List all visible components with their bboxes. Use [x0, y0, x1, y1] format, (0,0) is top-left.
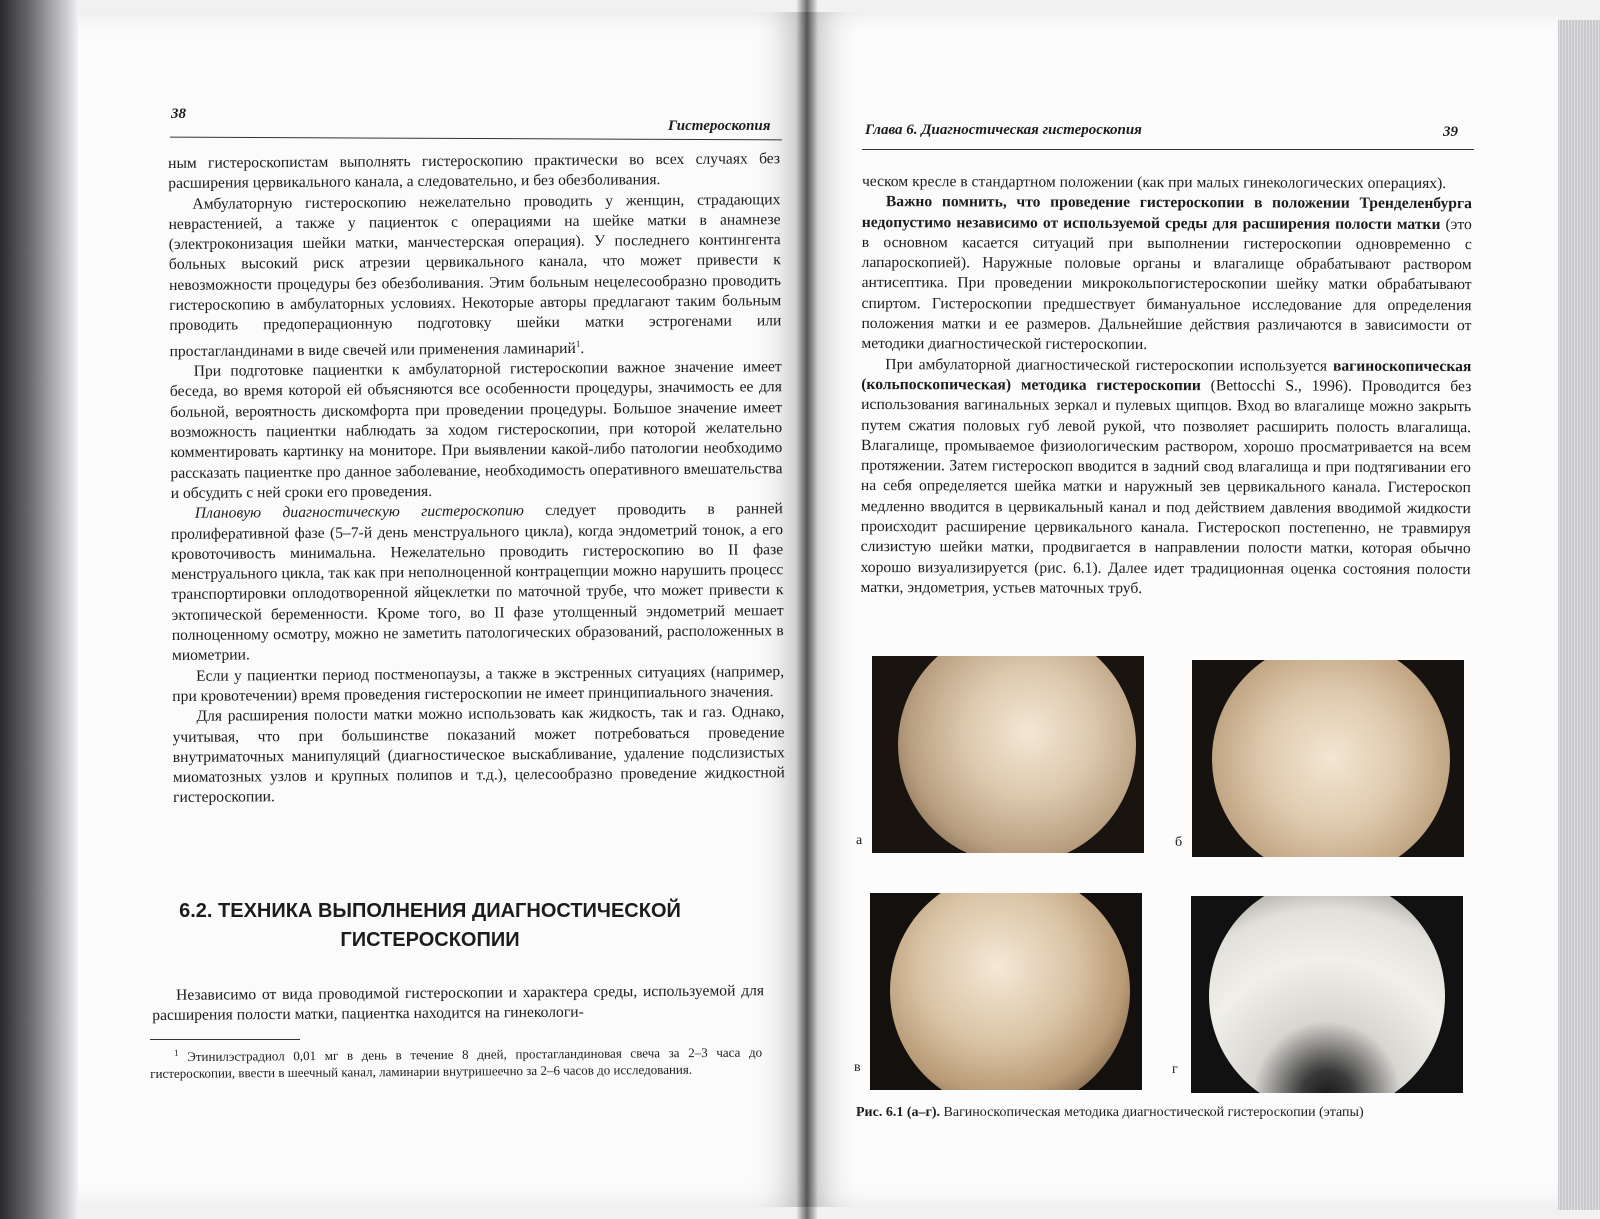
- right-page-number: 39: [1443, 124, 1458, 140]
- section-body: [152, 981, 764, 1026]
- section-title-line: ГИСТЕРОСКОПИИ: [340, 929, 520, 951]
- italic-term: Плановую диагностическую гистероскопию: [194, 502, 524, 523]
- paragraph-text: следует проводить в ранней пролиферативной фазе (5–7-й день менструального цикла), когда эндометрий тонок, а его кровоточивость минимальна. Нежелательно проводить гистероскопию во II фазе менструального цикла, так как при неполноценной контрацепции можно нарушить процесс транспортировки оплодотворенной яйцеклетки по маточной трубе, что может привести к эктопической беременности. Кроме того, во II фазе утолщенный эндометрий мешает полноценному осмотру, можно не заметить патологических образований, расположенных в миометрии.: [170, 500, 784, 665]
- figure-photo-c: [870, 893, 1142, 1090]
- figure-photo-b: [1192, 660, 1464, 857]
- endoscope-view: [1212, 660, 1450, 857]
- figure-photo-a: [872, 656, 1144, 853]
- left-running-head: Гистероскопия: [668, 118, 771, 134]
- paragraph: При подготовке пациентки к амбулаторной гистероскопии важное значение имеет беседа, во время которой ей объясняются все особенности процедуры, значимость ее для больной, вероятность дискомфорта при проведении процедуры. Большое значение имеет возможность пациентки наблюдать за ходом гистероскопии, при которой желательно комментировать картинку на мониторе. При выявлении какой-либо патологии необходимо рассказать пациентке про данное заболевание, необходимость оперативного вмешательства и обсудить с ней сроки его проведения.: [169, 358, 783, 502]
- paragraph-text: (это в основном касается ситуаций при выполнении гистероскопии одновременно с лапароскопией). Наружные половые органы и влагалище обрабатывают раствором антисептика. При проведении микрокольпогистероскопии шейку матки обрабатывают спиртом. Гистероскопии предшествует бимануальное исследование для определения положения матки и ее размеров. Дальнейшие действия различаются в зависимости от методики диагностической гистероскопии.: [861, 215, 1472, 354]
- figure-caption: [856, 1104, 1496, 1122]
- section-title-line: 6.2. ТЕХНИКА ВЫПОЛНЕНИЯ ДИАГНОСТИЧЕСКОЙ: [179, 900, 681, 922]
- bold-term: вагиноскопическая (кольпоскопическая) методика гистероскопии: [861, 357, 1472, 395]
- figure-label-a: а: [856, 833, 863, 848]
- footnote-rule: [150, 1039, 300, 1040]
- paragraph: ческом кресле в стандартном положении (как при малых гинекологических операциях).: [861, 173, 1447, 193]
- left-page-number: 38: [171, 106, 186, 122]
- paragraph: [861, 192, 1472, 357]
- right-header-rule: [862, 149, 1474, 150]
- footnote-number: 1: [174, 1047, 179, 1058]
- figure-photo-d: [1191, 896, 1463, 1093]
- paragraph: ным гистероскопистам выполнять гистероскопию практически во всех случаях без расширения цервикального канала, а следовательно, и без обезболивания.: [168, 150, 781, 193]
- paragraph: Если у пациентки период постменопаузы, а также в экстренных ситуациях (например, при кровотечении) время проведения гистероскопии не имеет принципиального значения.: [172, 662, 785, 705]
- bold-warning: Важно помнить, что проведение гистероскопии в положении Тренделенбурга недопустимо независимо от используемой среды для расширения полости матки: [861, 193, 1472, 233]
- footnote: [150, 1040, 762, 1082]
- right-body-text: [861, 172, 1472, 600]
- endoscope-view: [898, 656, 1136, 853]
- left-body-text: [168, 149, 785, 808]
- figure-label-v: в: [854, 1060, 861, 1075]
- paragraph: [861, 355, 1472, 601]
- right-running-head: Глава 6. Диагностическая гистероскопия: [865, 122, 1142, 138]
- footnote-text: Этинилэстрадиол 0,01 мг в день в течение 8 дней, простагландиновая свеча за 2–3 часа до гистероскопии, ввести в шеечный канал, ламинарии внутришеечно за 2–6 часов до исследования.: [150, 1044, 763, 1082]
- paragraph-text: (Bettocchi S., 1996). Проводится без использования вагинальных зеркал и пулевых щипцов. Вход во влагалище можно закрыть путем сжатия половых губ левой рукой, что позволяет расширить полость влагалища. Влагалище, промываемое физиологическим раствором, хорошо просматривается на всем протяжении. Затем гистероскоп вводится в задний свод влагалища и при подтягивании его на себя определяется шейка матки и наружный зев цервикального канала. Гистероскоп медленно вводится в цервикальный канал и под действием давления вводимой жидкости происходит расширение цервикального канала. Гистероскоп постепенно, не травмируя слизистую шейки матки, продвигается в направлении полости матки, которая обычно хорошо визуализируется (рис. 6.1). Далее идет традиционная оценка состояния полости матки, эндометрия, устьев маточных труб.: [860, 377, 1472, 597]
- paragraph: Амбулаторную гистероскопию нежелательно проводить у женщин, страдающих неврастенией, а также у пациенток с операциями на шейке матки в анамнезе (электроконизация шейки матки, манчестерская операция). У последнего контингента больных высокий риск атрезии цервикального канала, что может привести к невозможности процедуры без обезболивания. Этим больным нецелесообразно проводить гистероскопию в амбулаторных условиях. Некоторые авторы предлагают таким больным проводить предоперационную подготовку шейки матки эстрогенами или простагландинами в виде свечей или применения ламинарий$^1$.: [168, 190, 782, 360]
- paragraph: [171, 499, 784, 666]
- endoscope-view: [890, 893, 1130, 1090]
- paragraph-text: При амбулаторной диагностической гистероскопии используется: [885, 355, 1334, 375]
- figure-label-b: б: [1175, 835, 1183, 850]
- caption-label: Рис. 6.1 (а–г).: [856, 1105, 941, 1120]
- paragraph: Независимо от вида проводимой гистероскопии и характера среды, используемой для расширения полости матки, пациентка находится на гинекологи-: [152, 982, 765, 1025]
- section-title: [130, 897, 730, 955]
- caption-text: Вагиноскопическая методика диагностической гистероскопии (этапы): [940, 1105, 1364, 1120]
- footnote-mark: 1: [575, 338, 581, 349]
- page-edges: [1558, 20, 1600, 1210]
- book-gutter: [796, 0, 818, 1219]
- paragraph-text: Амбулаторную гистероскопию нежелательно проводить у женщин, страдающих неврастенией, а также у пациенток с операциями на шейке матки в анамнезе (электроконизация шейки матки, манчестерская операция). У последнего контингента больных высокий риск атрезии цервикального канала, что может привести к невозможности процедуры без обезболивания. Этим больным нецелесообразно проводить гистероскопию в амбулаторных условиях. Некоторые авторы предлагают таким больным проводить предоперационную подготовку шейки матки эстрогенами или простагландинами в виде свечей или применения ламинарий: [168, 190, 782, 360]
- paragraph: Для расширения полости матки можно использовать как жидкость, так и газ. Однако, учитывая, что при большинстве показаний может потребоваться проведение внутриматочных манипуляций (диагностическое выскабливание, удаление подслизистых миоматозных узлов и крупных полипов и т.д.), целесообразно проведение жидкостной гистероскопии.: [172, 703, 785, 807]
- figure-label-g: г: [1172, 1062, 1178, 1077]
- endoscope-view: [1209, 896, 1445, 1093]
